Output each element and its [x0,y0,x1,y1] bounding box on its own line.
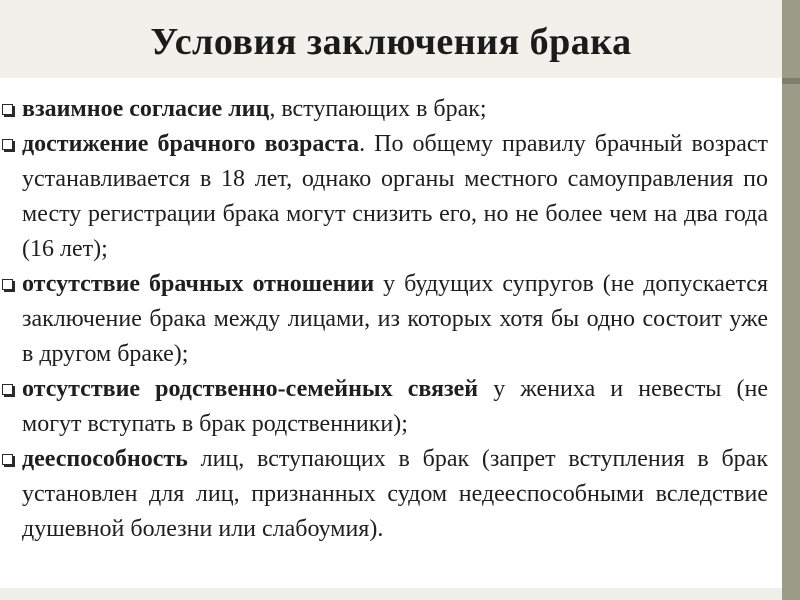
item-text: у жениха и невесты (не могут вступать в брак родственники); [22,376,768,437]
list-item [0,372,768,442]
decorative-side-stripe [782,0,800,600]
decorative-stripe-notch [782,78,800,84]
item-term: дееспособность [22,446,188,472]
list-item [0,442,768,547]
checkbox-bullet-icon [2,454,13,465]
conditions-list [0,92,768,547]
list-item [0,92,768,127]
item-text: , вступающих в брак; [269,96,487,122]
item-term: отсутствие брачных отношении [22,271,375,297]
item-term: достижение брачного возраста [22,131,360,157]
list-item [0,127,768,267]
checkbox-bullet-icon [2,279,13,290]
item-term: взаимное согласие лиц [22,96,270,122]
item-text: у будущих супругов (не допускается заключение брака между лицами, из которых хотя бы одно состоит уже в другом браке); [22,271,768,367]
item-text: . По общему правилу брачный возраст устанавливается в 18 лет, однако органы местного самоуправления по месту регистрации брака могут снизить его, но не более чем на два года (16 лет); [22,131,768,262]
checkbox-bullet-icon [2,104,13,115]
list-item [0,267,768,372]
decorative-bottom-band [0,588,782,600]
item-text: лиц, вступающих в брак (запрет вступления в брак установлен для лиц, признанных судом недееспособными вследствие душевной болезни или слабоумия). [22,446,768,542]
item-term: отсутствие родственно-семейных связей [22,376,479,402]
checkbox-bullet-icon [2,384,13,395]
slide-title: Условия заключения брака [150,21,632,63]
checkbox-bullet-icon [2,139,13,150]
